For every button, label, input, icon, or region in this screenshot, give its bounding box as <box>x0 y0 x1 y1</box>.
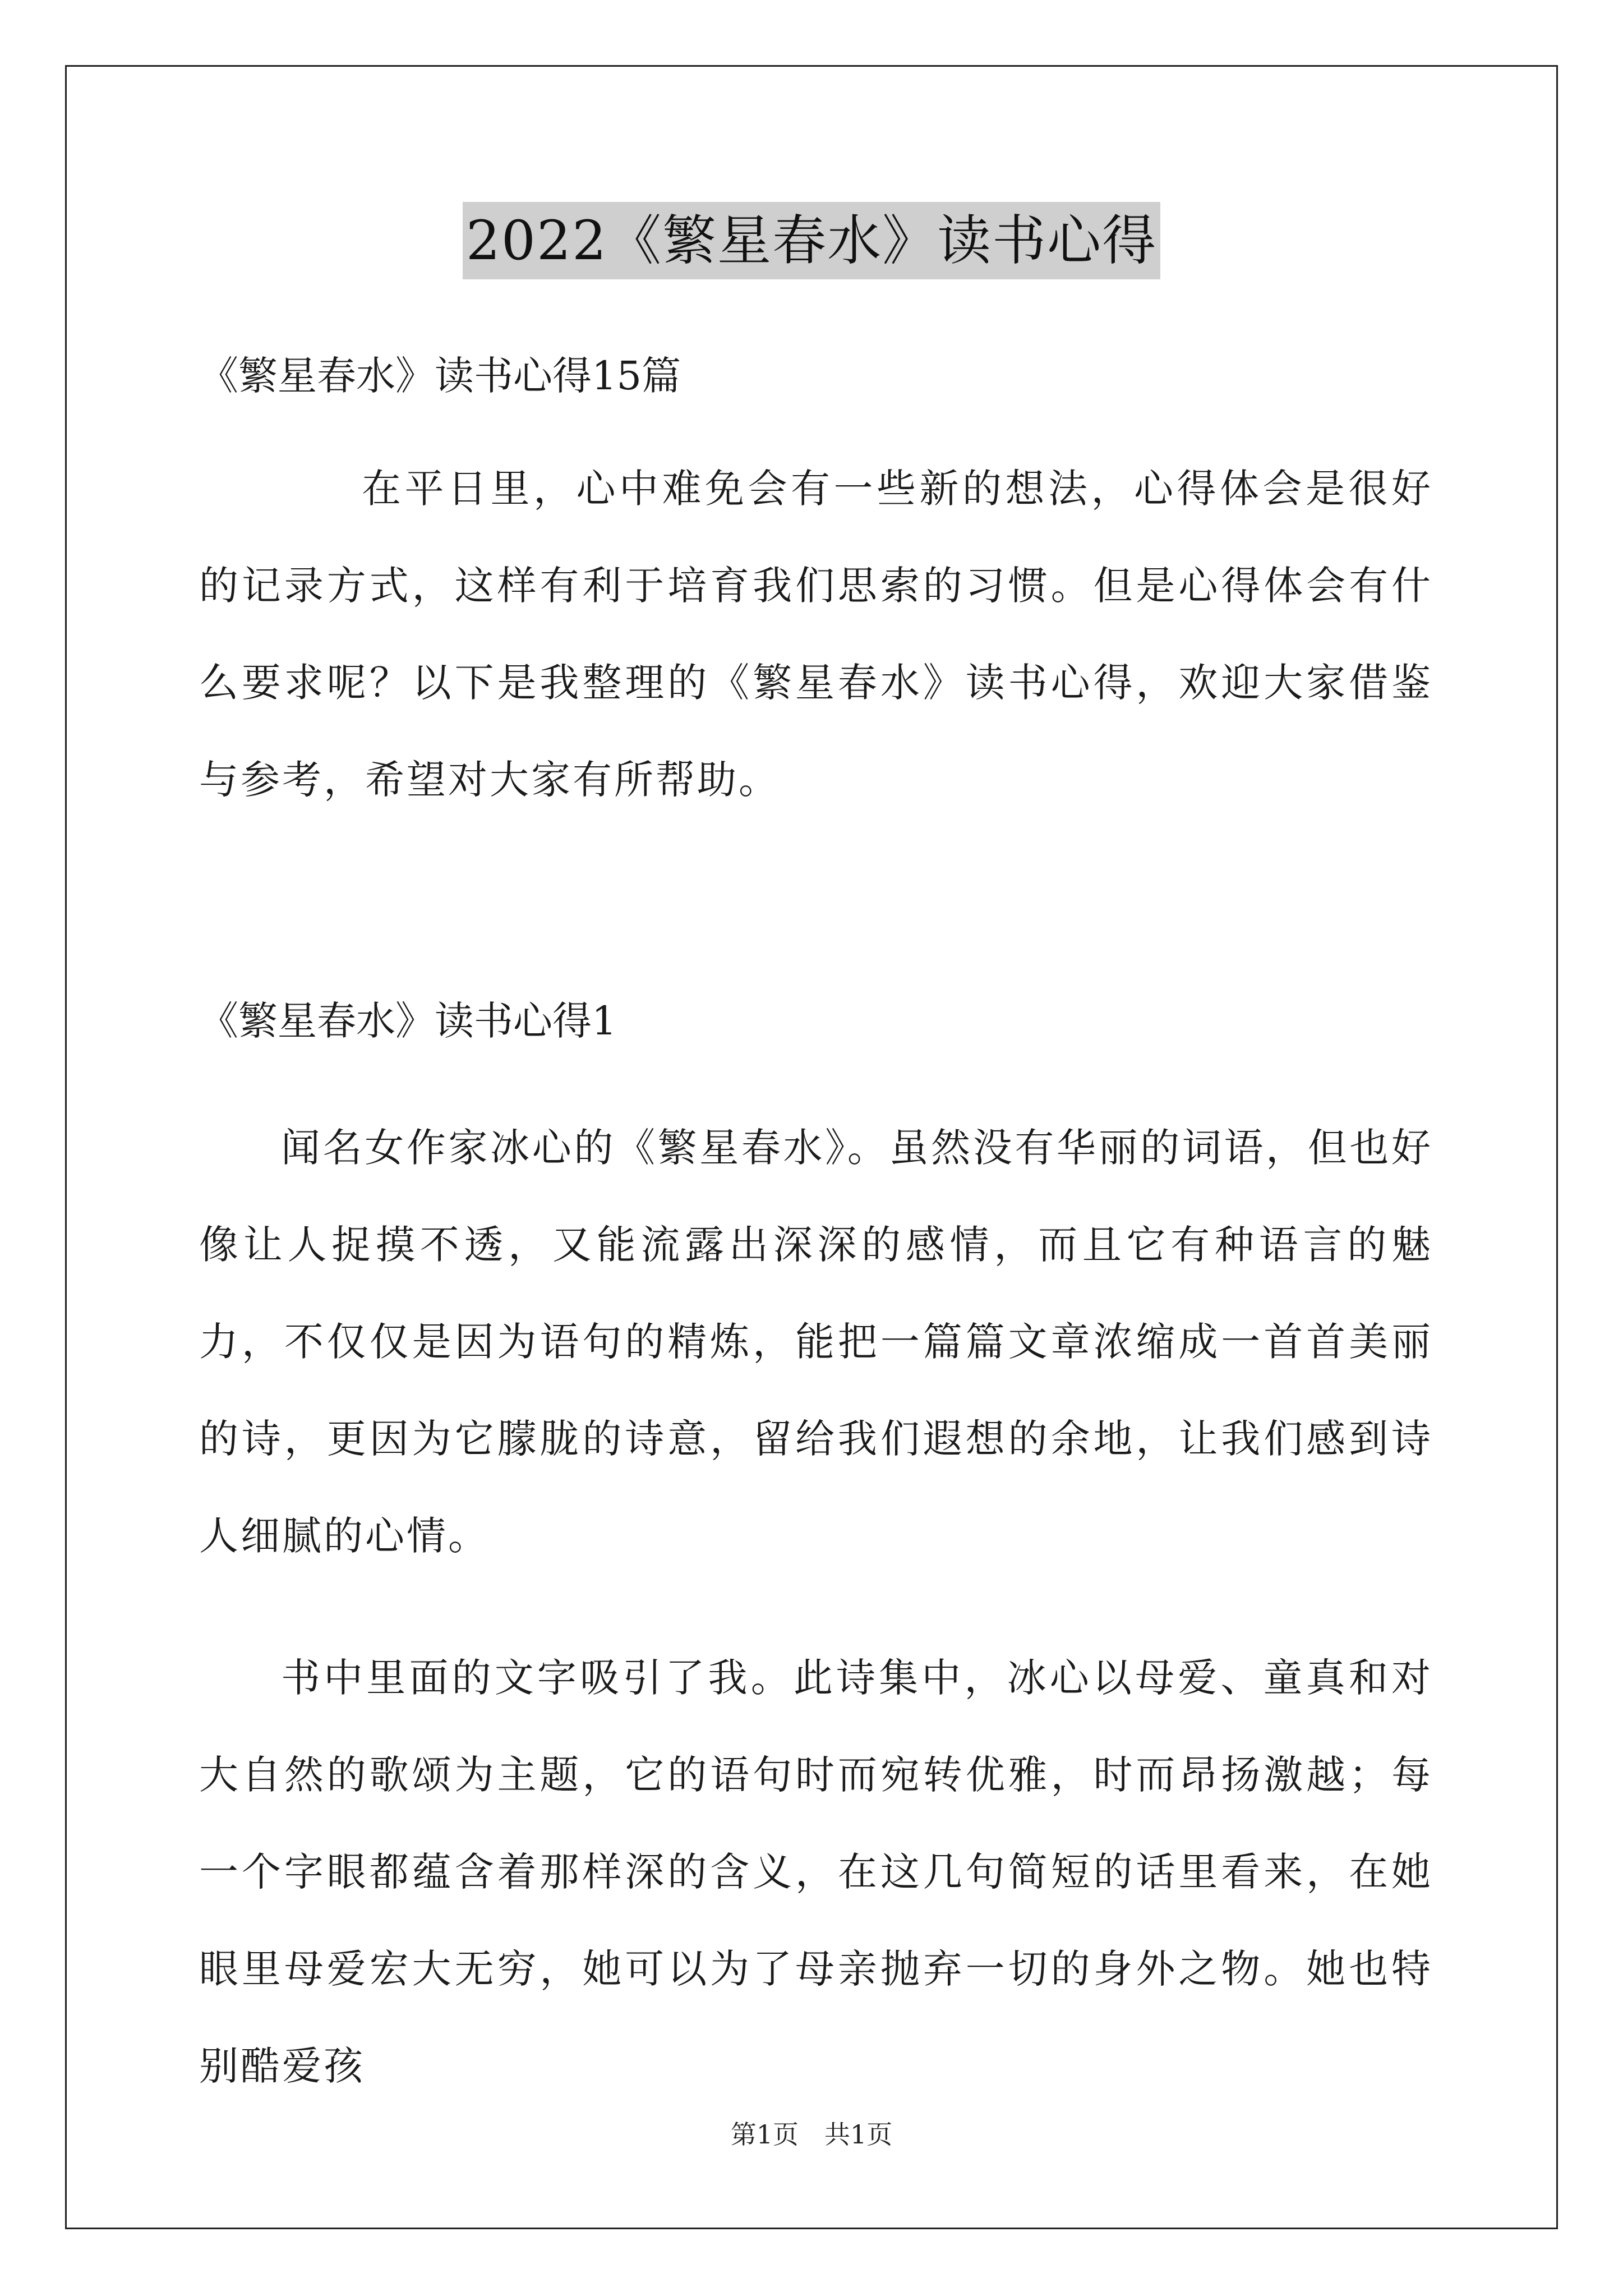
document-subtitle: 《繁星春水》读书心得15篇 <box>199 353 681 399</box>
section-heading: 《繁星春水》读书心得1 <box>199 998 617 1044</box>
title-container <box>0 202 1623 279</box>
page-footer: 第1页 共1页 <box>730 2119 893 2150</box>
body-paragraph-2: 书中里面的文字吸引了我。此诗集中，冰心以母爱、童真和对大自然的歌颂为主题，它的语句时而宛转优雅，时而昂扬激越；每一个字眼都蕴含着那样深的含义，在这几句简短的话里看来，在她眼里母爱宏大无穷，她可以为了母亲抛弃一切的身外之物。她也特别酷爱孩 <box>199 1655 1433 2089</box>
intro-paragraph: 在平日里，心中难免会有一些新的想法，心得体会是很好的记录方式，这样有利于培育我们思索的习惯。但是心得体会有什么要求呢？以下是我整理的《繁星春水》读书心得，欢迎大家借鉴与参考，希望对大家有所帮助。 <box>199 466 1433 803</box>
body-paragraph-1: 闻名女作家冰心的《繁星春水》。虽然没有华丽的词语，但也好像让人捉摸不透，又能流露出深深的感情，而且它有种语言的魅力，不仅仅是因为语句的精炼，能把一篇篇文章浓缩成一首首美丽的诗，更因为它朦胧的诗意，留给我们遐想的余地，让我们感到诗人细腻的心情。 <box>199 1125 1433 1559</box>
document-title: 2022《繁星春水》读书心得 <box>463 202 1160 279</box>
